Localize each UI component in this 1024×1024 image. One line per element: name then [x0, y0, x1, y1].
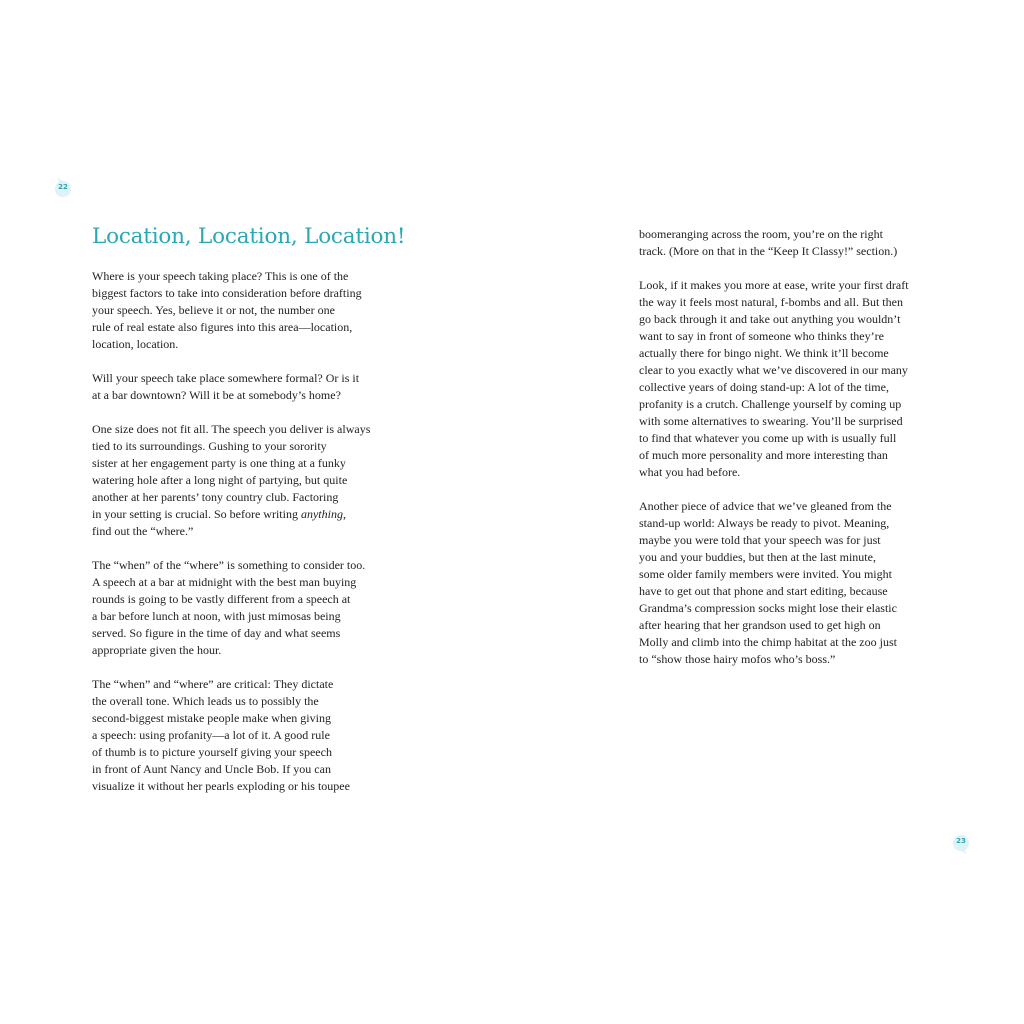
text-line: location, location.: [92, 337, 179, 351]
text-line: Look, if it makes you more at ease, write your first draft: [639, 278, 909, 292]
text-line: of thumb is to picture yourself giving your speech: [92, 745, 332, 759]
page-number-right-text: 23: [956, 837, 966, 845]
text-line: the way it feels most natural, f-bombs and all. But then: [639, 295, 903, 309]
text-line: maybe you were told that your speech was for just: [639, 533, 881, 547]
text-line: served. So figure in the time of day and what seems: [92, 626, 341, 640]
paragraph: [92, 557, 392, 659]
text-line: The “when” of the “where” is something to consider too.: [92, 558, 366, 572]
text-line: rounds is going to be vastly different from a speech at: [92, 592, 351, 606]
text-line: appropriate given the hour.: [92, 643, 222, 657]
text-line: have to get out that phone and start editing, because: [639, 584, 888, 598]
text-line: sister at her engagement party is one thing at a funky: [92, 456, 346, 470]
text-line: of much more personality and more interesting than: [639, 448, 888, 462]
text-line: some older family members were invited. You might: [639, 567, 892, 581]
text-line: The “when” and “where” are critical: They dictate: [92, 677, 334, 691]
text-line: want to say in front of someone who thinks they’re: [639, 329, 884, 343]
paragraph: [92, 268, 392, 353]
text-line: Grandma’s compression socks might lose their elastic: [639, 601, 897, 615]
text-line: profanity is a crutch. Challenge yourself by coming up: [639, 397, 902, 411]
text-line: stand-up world: Always be ready to pivot. Meaning,: [639, 516, 890, 530]
text-line: your speech. Yes, believe it or not, the number one: [92, 303, 335, 317]
text-line: at a bar downtown? Will it be at somebody’s home?: [92, 388, 341, 402]
text-line: a speech: using profanity—a lot of it. A good rule: [92, 728, 330, 742]
text-line: A speech at a bar at midnight with the best man buying: [92, 575, 357, 589]
text-line: actually there for bingo night. We think it’ll become: [639, 346, 889, 360]
paragraph: [639, 498, 939, 668]
text-line-with-italic: [92, 506, 392, 523]
text-line: to find that whatever you come up with is usually full: [639, 431, 897, 445]
text-line: tied to its surroundings. Gushing to your sorority: [92, 439, 327, 453]
text-line: a bar before lunch at noon, with just mimosas being: [92, 609, 341, 623]
text-segment: in your setting is crucial. So before writing: [92, 507, 301, 521]
page-number-right: [950, 832, 972, 854]
text-line: watering hole after a long night of partying, but quite: [92, 473, 348, 487]
italic-word: anything: [300, 507, 343, 521]
text-line: after hearing that her grandson used to get high on: [639, 618, 881, 632]
text-line: Another piece of advice that we’ve gleaned from the: [639, 499, 892, 513]
text-line: rule of real estate also figures into this area—location,: [92, 320, 353, 334]
paragraph: [639, 226, 939, 260]
text-line: track. (More on that in the “Keep It Classy!” section.): [639, 244, 898, 258]
page-number-left: [52, 178, 74, 200]
text-line: in front of Aunt Nancy and Uncle Bob. If you can: [92, 762, 331, 776]
right-column: [639, 226, 939, 685]
page-number-left-text: 22: [58, 183, 68, 191]
text-line: collective years of doing stand-up: A lot of the time,: [639, 380, 889, 394]
text-line: boomeranging across the room, you’re on the right: [639, 227, 883, 241]
text-line: second-biggest mistake people make when giving: [92, 711, 331, 725]
paragraph: [92, 370, 392, 404]
text-line: the overall tone. Which leads us to possibly the: [92, 694, 319, 708]
text-line: another at her parents’ tony country club. Factoring: [92, 490, 339, 504]
chapter-title: Location, Location, Location!: [92, 224, 406, 249]
text-line: what you had before.: [639, 465, 741, 479]
paragraph: [92, 676, 392, 795]
text-line: find out the “where.”: [92, 524, 194, 538]
text-line: you and your buddies, but then at the last minute,: [639, 550, 876, 564]
text-line: Where is your speech taking place? This is one of the: [92, 269, 349, 283]
text-line: One size does not fit all. The speech you deliver is always: [92, 422, 371, 436]
text-line: go back through it and take out anything you wouldn’t: [639, 312, 901, 326]
paragraph: [92, 421, 392, 540]
text-line: clear to you exactly what we’ve discovered in our many: [639, 363, 908, 377]
text-segment: ,: [342, 507, 346, 521]
paragraph: [639, 277, 939, 481]
text-line: Molly and climb into the chimp habitat at the zoo just: [639, 635, 897, 649]
left-column: [92, 268, 392, 812]
text-line: to “show those hairy mofos who’s boss.”: [639, 652, 836, 666]
text-line: Will your speech take place somewhere formal? Or is it: [92, 371, 360, 385]
text-line: with some alternatives to swearing. You’ll be surprised: [639, 414, 903, 428]
text-line: visualize it without her pearls exploding or his toupee: [92, 779, 350, 793]
text-line: biggest factors to take into consideration before drafting: [92, 286, 362, 300]
